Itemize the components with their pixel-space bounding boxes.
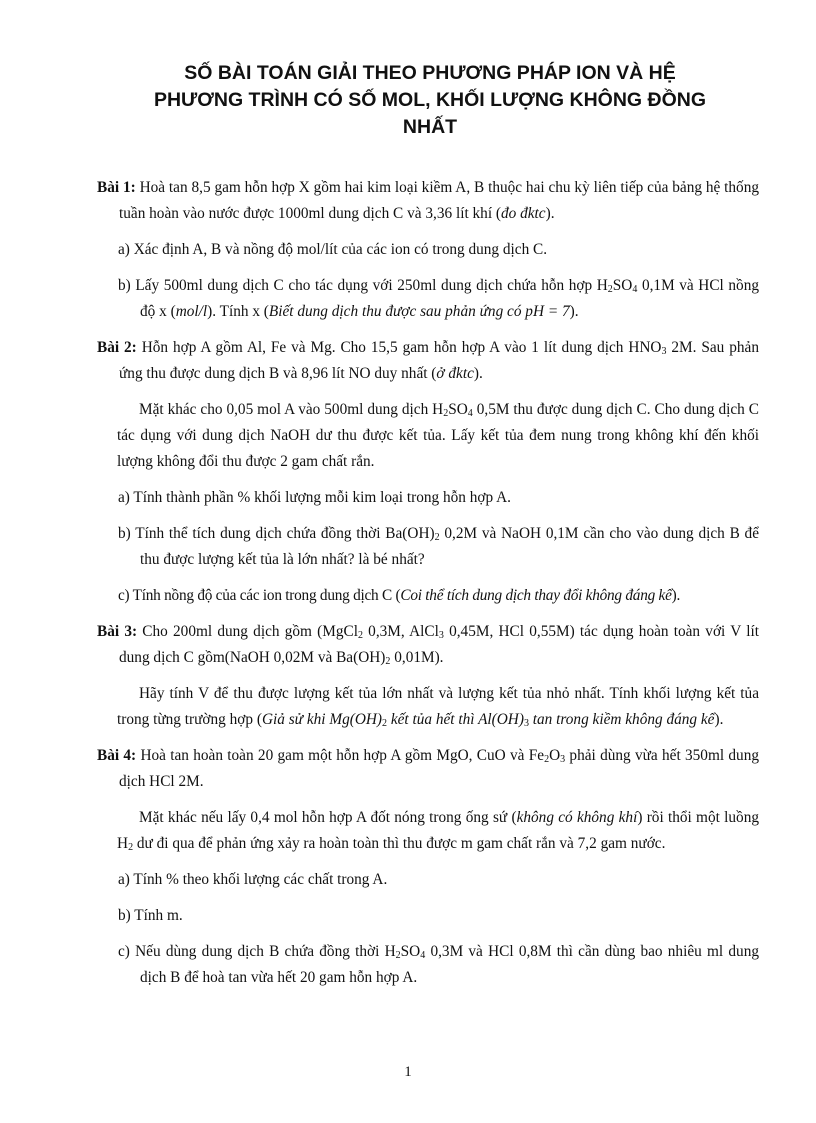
problem-2-paragraph: Mặt khác cho 0,05 mol A vào 500ml dung dịch $H_2SO_4$ 0,5M thu được dung dịch C. Cho dung dịch C tác dụng với dung dịch NaOH dư thu được kết tủa. Lấy kết tủa đem nung trong không khí đến khối lượng không đổi thu được 2 gam chất rắn. [117, 401, 759, 470]
problem-2-part-b: b) Tính thể tích dung dịch chứa đồng thời $Ba(OH)_2$ 0,2M và NaOH 0,1M cần cho vào dung dịch B để thu được lượng kết tủa là lớn nhất? là bé nhất? [118, 525, 759, 568]
problem-2-part-c: c) Tính nồng độ của các ion trong dung dịch C (Coi thể tích dung dịch thay đổi không đáng kể). [118, 587, 681, 604]
title-line-2: PHƯƠNG TRÌNH CÓ SỐ MOL, KHỐI LƯỢNG KHÔNG ĐỒNG [153, 89, 707, 111]
problem-4-label: Bài 4: [97, 747, 137, 764]
problem-2-intro: Bài 2: Hỗn hợp A gồm Al, Fe và Mg. Cho 15,5 gam hỗn hợp A vào 1 lít dung dịch $HNO_3$ 2M. Sau phản ứng thu được dung dịch B và 8,96 lít NO duy nhất (ở đktc). [97, 339, 759, 382]
page-number: 1 [404, 1064, 412, 1080]
title-line-3: NHẤT [402, 116, 458, 138]
problem-3-label: Bài 3: [97, 623, 138, 640]
document-body [97, 175, 759, 1001]
problem-4-part-b: b) Tính m. [118, 907, 183, 924]
problem-1-part-b: b) Lấy 500ml dung dịch C cho tác dụng với 250ml dung dịch chứa hỗn hợp $H_2SO_4$ 0,1M và HCl nồng độ x (mol/l). Tính x (Biết dung dịch thu được sau phản ứng có pH = 7). [118, 277, 759, 320]
document-title [100, 60, 760, 141]
problem-2-part-a: a) Tính thành phần % khối lượng mỗi kim loại trong hỗn hợp A. [118, 489, 511, 506]
problem-4-paragraph: Mặt khác nếu lấy 0,4 mol hỗn hợp A đốt nóng trong ống sứ (không có không khí) rồi thổi một luồng $H_2$ dư đi qua để phản ứng xảy ra hoàn toàn thì thu được m gam chất rắn và 7,2 gam nước. [117, 809, 759, 853]
problem-1-intro: Bài 1: Hoà tan 8,5 gam hỗn hợp X gồm hai kim loại kiềm A, B thuộc hai chu kỳ liên tiếp của bảng hệ thống tuần hoàn vào nước được 1000ml dung dịch C và 3,36 lít khí (đo đktc). [97, 179, 760, 222]
problem-2-label: Bài 2: [97, 339, 137, 356]
problem-1-part-a: a) Xác định A, B và nồng độ mol/lít của các ion có trong dung dịch C. [118, 241, 548, 258]
problem-1-label: Bài 1: [97, 179, 136, 196]
problem-3-intro: Bài 3: Cho 200ml dung dịch gồm (MgCl$_2$ 0,3M, AlCl$_3$ 0,45M, HCl 0,55M) tác dụng hoàn toàn với V lít dung dịch C gồm(NaOH 0,02M và $Ba(OH)_2$ 0,01M). [97, 623, 759, 667]
problem-4-intro: Bài 4: Hoà tan hoàn toàn 20 gam một hỗn hợp A gồm MgO, CuO và $Fe_2O_3$ phải dùng vừa hết 350ml dung dịch HCl 2M. [97, 747, 759, 790]
title-line-1: SỐ BÀI TOÁN GIẢI THEO PHƯƠNG PHÁP ION VÀ HỆ [184, 62, 676, 84]
problem-4-part-a: a) Tính % theo khối lượng các chất trong A. [118, 871, 388, 888]
problem-3-paragraph: Hãy tính V để thu được lượng kết tủa lớn nhất và lượng kết tủa nhỏ nhất. Tính khối lượng kết tủa trong từng trường hợp (Giả sử khi $Mg(OH)_2$ kết tủa hết thì $Al(OH)_3$ tan trong kiềm không đáng kể). [117, 685, 759, 729]
problem-4-part-c: c) Nếu dùng dung dịch B chứa đồng thời $H_2SO_4$ 0,3M và HCl 0,8M thì cần dùng bao nhiêu ml dung dịch B để hoà tan vừa hết 20 gam hỗn hợp A. [118, 943, 759, 986]
